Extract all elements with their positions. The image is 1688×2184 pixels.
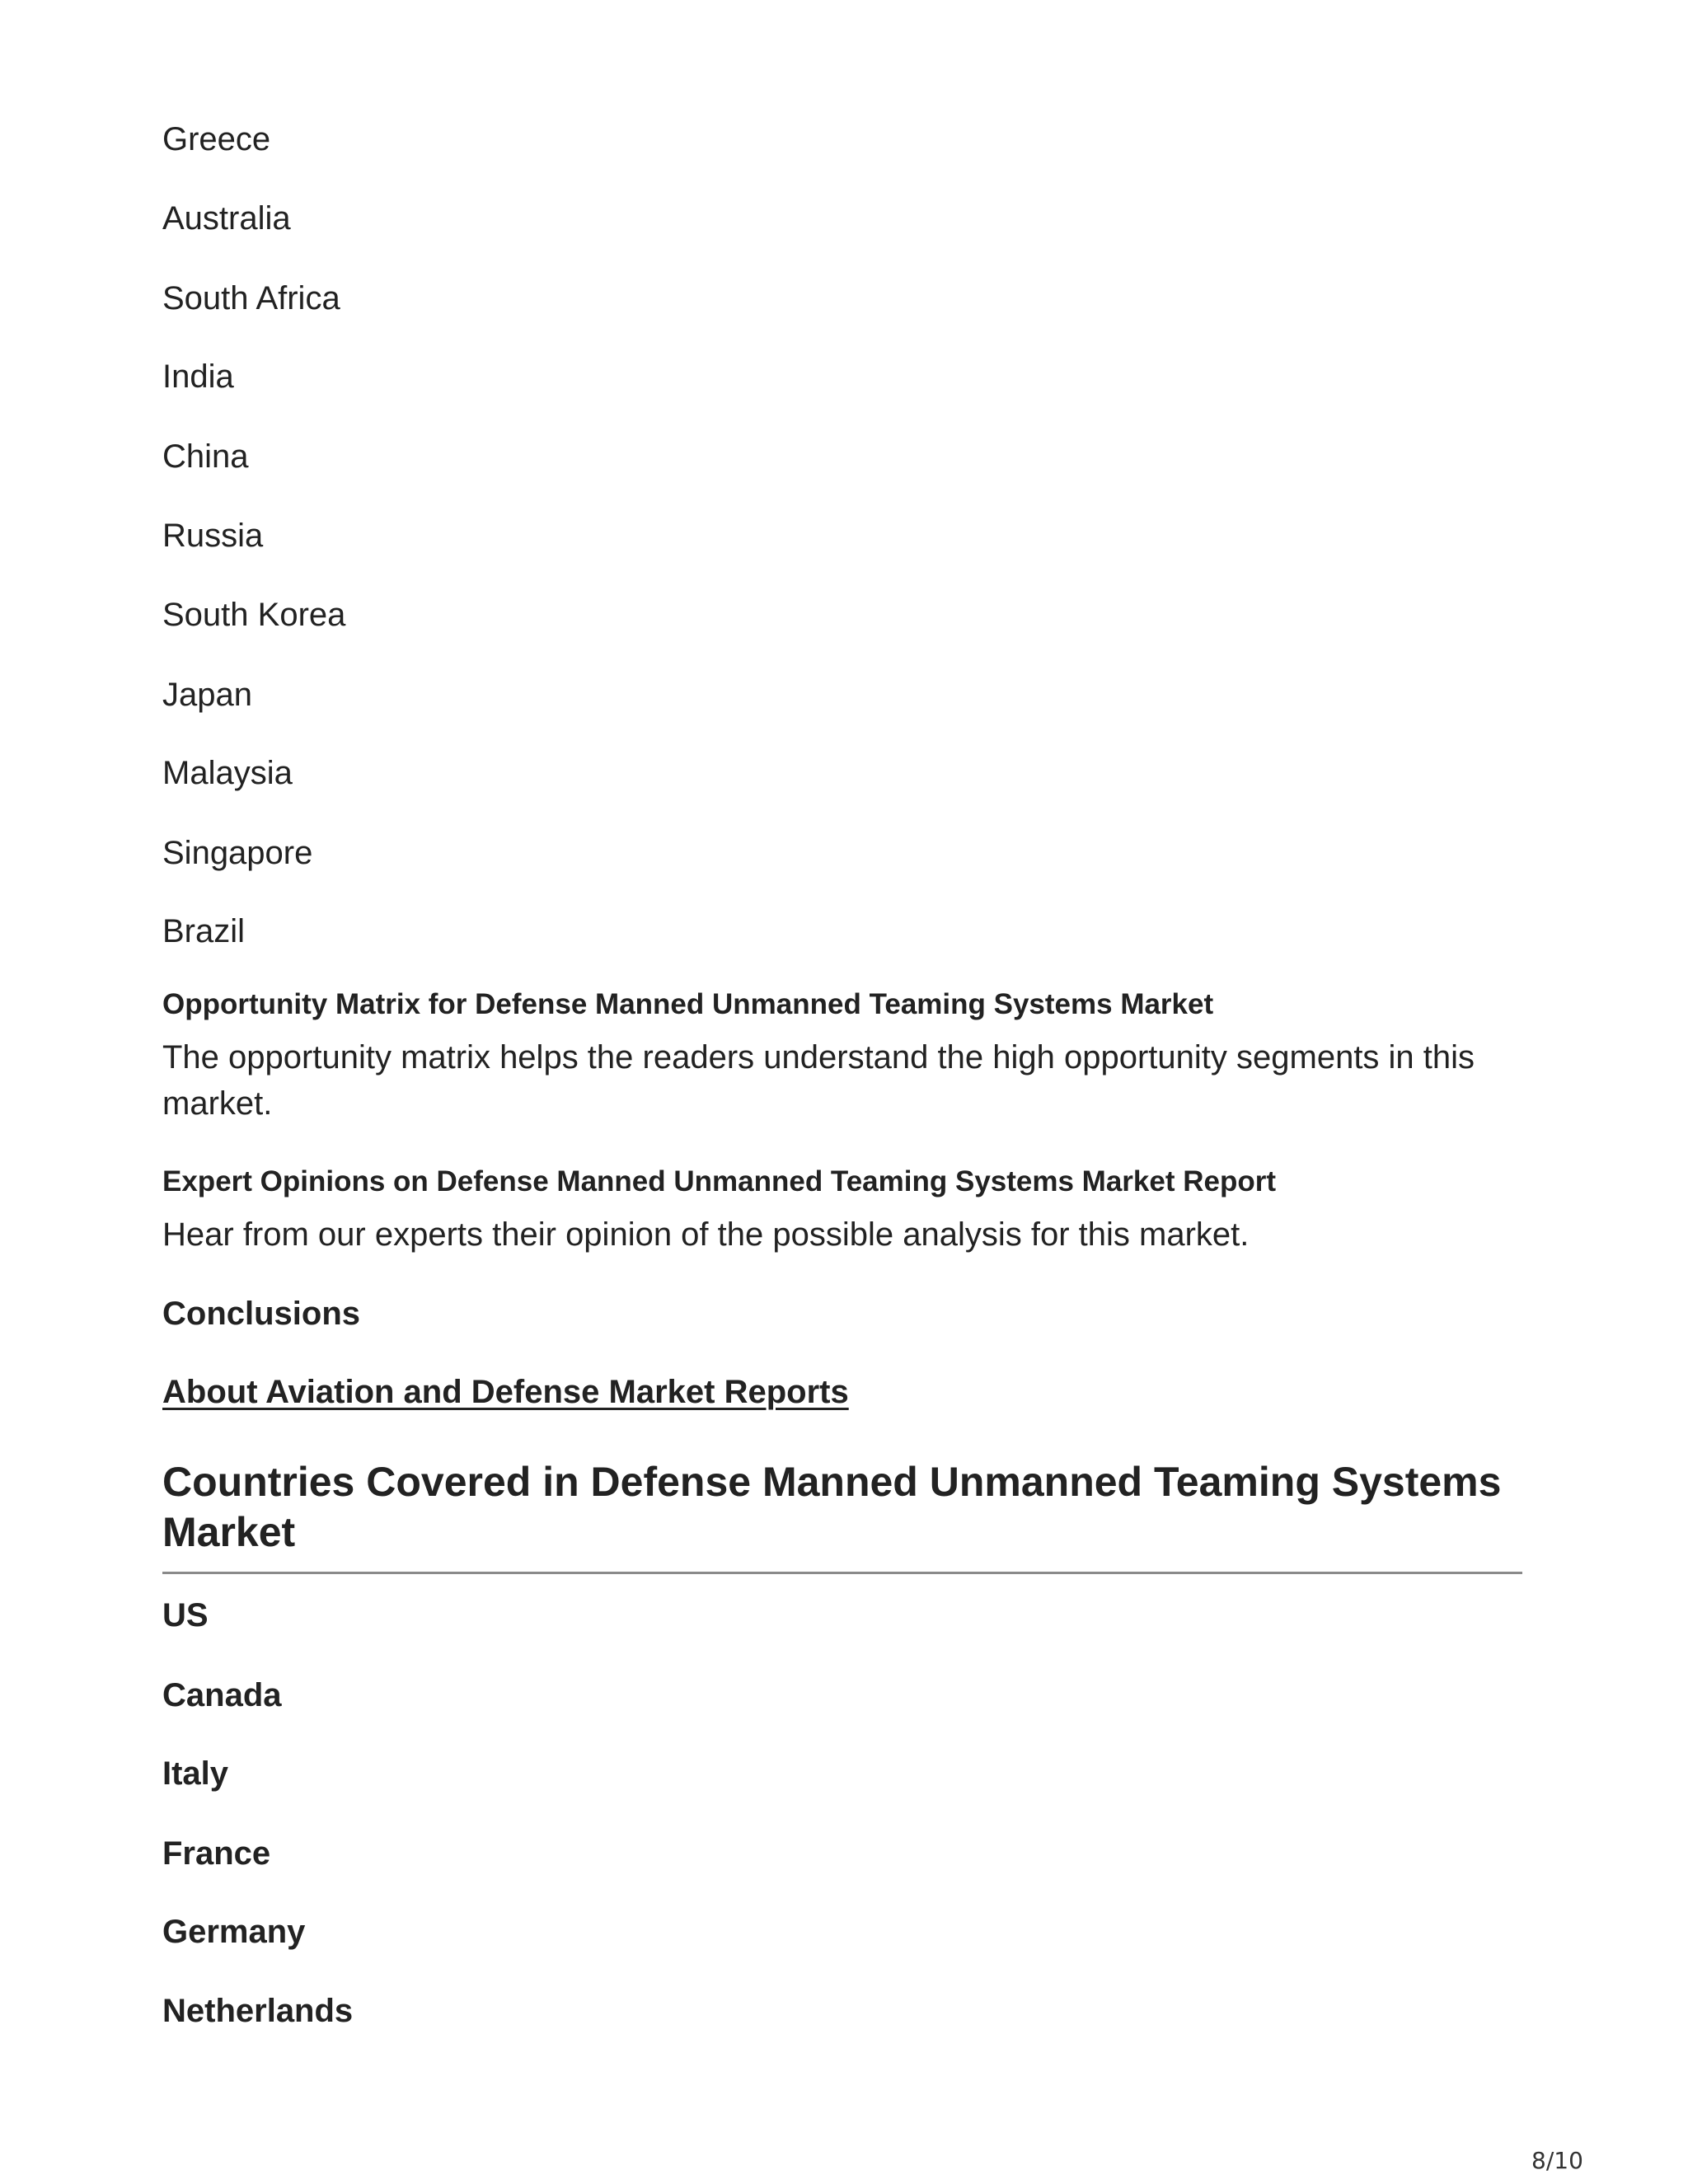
country-item-us: US [162,1597,209,1633]
region-item-brazil: Brazil [162,913,246,949]
country-item-france: France [162,1835,271,1872]
region-item-japan: Japan [162,677,252,713]
region-item-south-korea: South Korea [162,597,346,633]
expert-opinions-text: Hear from our experts their opinion of the possible analysis for this market. [162,1216,1250,1253]
country-item-italy: Italy [162,1755,229,1792]
region-item-australia: Australia [162,200,291,237]
opportunity-matrix-heading: Opportunity Matrix for Defense Manned Unmanned Teaming Systems Market [162,988,1214,1020]
opportunity-matrix-text: The opportunity matrix helps the readers understand the high opportunity segments in this market. [162,1039,1475,1122]
about-aviation-defense-link[interactable]: About Aviation and Defense Market Reports [162,1374,849,1410]
country-item-germany: Germany [162,1914,306,1950]
region-item-china: China [162,438,249,475]
country-item-netherlands: Netherlands [162,1993,354,2029]
region-item-russia: Russia [162,518,264,554]
expert-opinions-heading: Expert Opinions on Defense Manned Unmanned Teaming Systems Market Report [162,1165,1277,1197]
country-item-canada: Canada [162,1677,282,1713]
region-item-south-africa: South Africa [162,280,340,316]
page-number: 8/10 [1531,2147,1583,2174]
countries-covered-title: Countries Covered in Defense Manned Unmanned Teaming Systems Market [162,1459,1502,1555]
section-divider [162,1572,1522,1574]
region-item-malaysia: Malaysia [162,755,293,791]
region-item-india: India [162,359,234,395]
conclusions-heading: Conclusions [162,1296,361,1332]
region-item-singapore: Singapore [162,835,313,871]
region-item-greece: Greece [162,121,271,157]
